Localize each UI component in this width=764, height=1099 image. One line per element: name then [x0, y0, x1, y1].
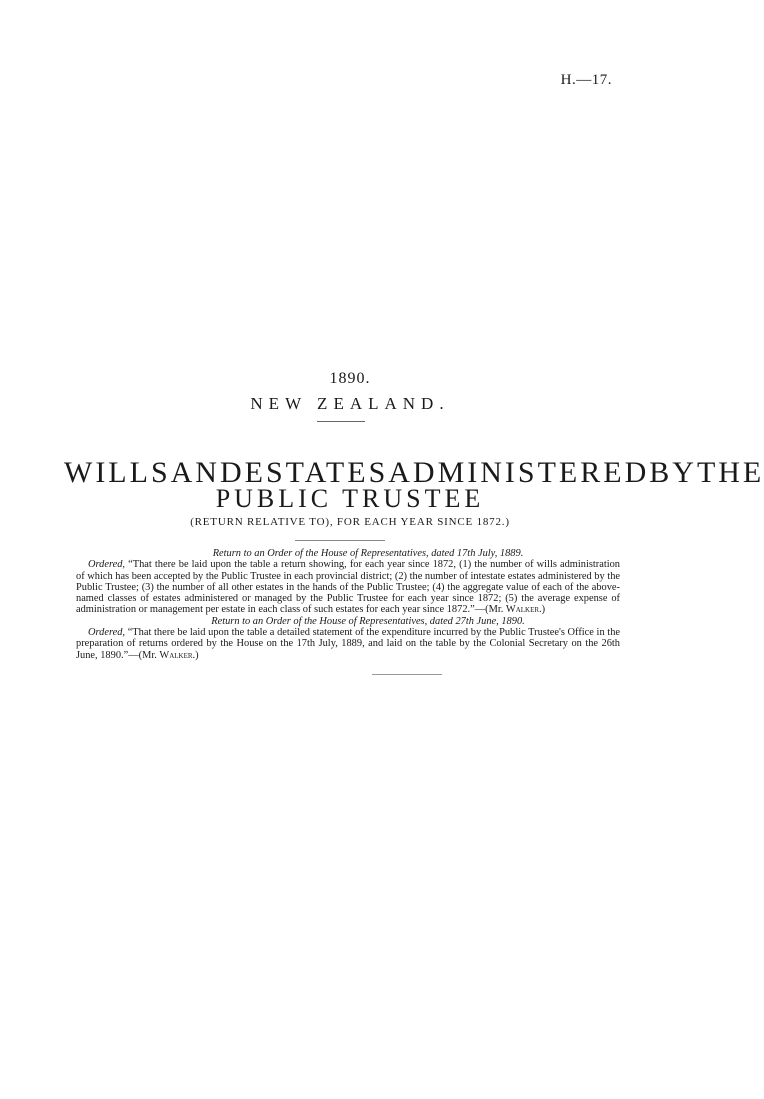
order-text: “That there be laid upon the table a return showing, for each year since 1872, (1) the number of wills administration of which has been accepted by the Public Trustee in each provincial district; (2) the number of intestate estates administered by the Public Trustee; (3) the number of all other estates in the hands of the Public Trustee; (4) the aggregate value of each of the above-named classes of estates administered or managed by the Public Trustee for each year since 1872; (5) the average expense of administration or management per estate in each class of such estates for each year since 1872.”—(Mr.: [76, 559, 620, 616]
page-reference: H.—17.: [560, 72, 612, 88]
order-tail: .): [539, 604, 546, 616]
title-word: THE: [696, 456, 764, 489]
order-heading: Return to an Order of the House of Representatives, dated 27th June, 1890.: [211, 615, 525, 627]
divider-rule: [317, 421, 365, 422]
title-word: BY: [649, 456, 697, 489]
order-paragraph: [76, 559, 620, 615]
divider-rule: [372, 674, 442, 675]
order-lead: Ordered,: [88, 559, 126, 571]
country-heading: NEW ZEALAND.: [250, 394, 450, 413]
mover-name: Walker: [159, 649, 193, 661]
title-word: AND: [170, 456, 245, 489]
order-text-block: [76, 548, 620, 661]
title-word: ESTATES: [244, 456, 389, 489]
order-paragraph: [76, 627, 620, 661]
title-word: ADMINISTERED: [388, 456, 650, 489]
title-word: WILLS: [64, 456, 171, 489]
mover-name: Walker: [505, 604, 540, 616]
document-subtitle: (RETURN RELATIVE TO), FOR EACH YEAR SINCE 1872.): [190, 516, 510, 528]
order-text: “That there be laid upon the table a detailed statement of the expenditure incurred by the Public Trustee's Office in the preparation of returns ordered by the House on the 17th July, 1889, and laid on the table by the Colonial Secretary on the 26th June, 1890.”—(Mr.: [76, 627, 620, 661]
publication-year: 1890.: [329, 370, 371, 387]
order-lead: Ordered,: [88, 627, 126, 639]
document-title-line-2: PUBLIC TRUSTEE: [215, 484, 485, 513]
divider-rule: [295, 540, 385, 541]
order-tail: .): [192, 649, 199, 661]
order-heading: Return to an Order of the House of Representatives, dated 17th July, 1889.: [212, 548, 524, 559]
